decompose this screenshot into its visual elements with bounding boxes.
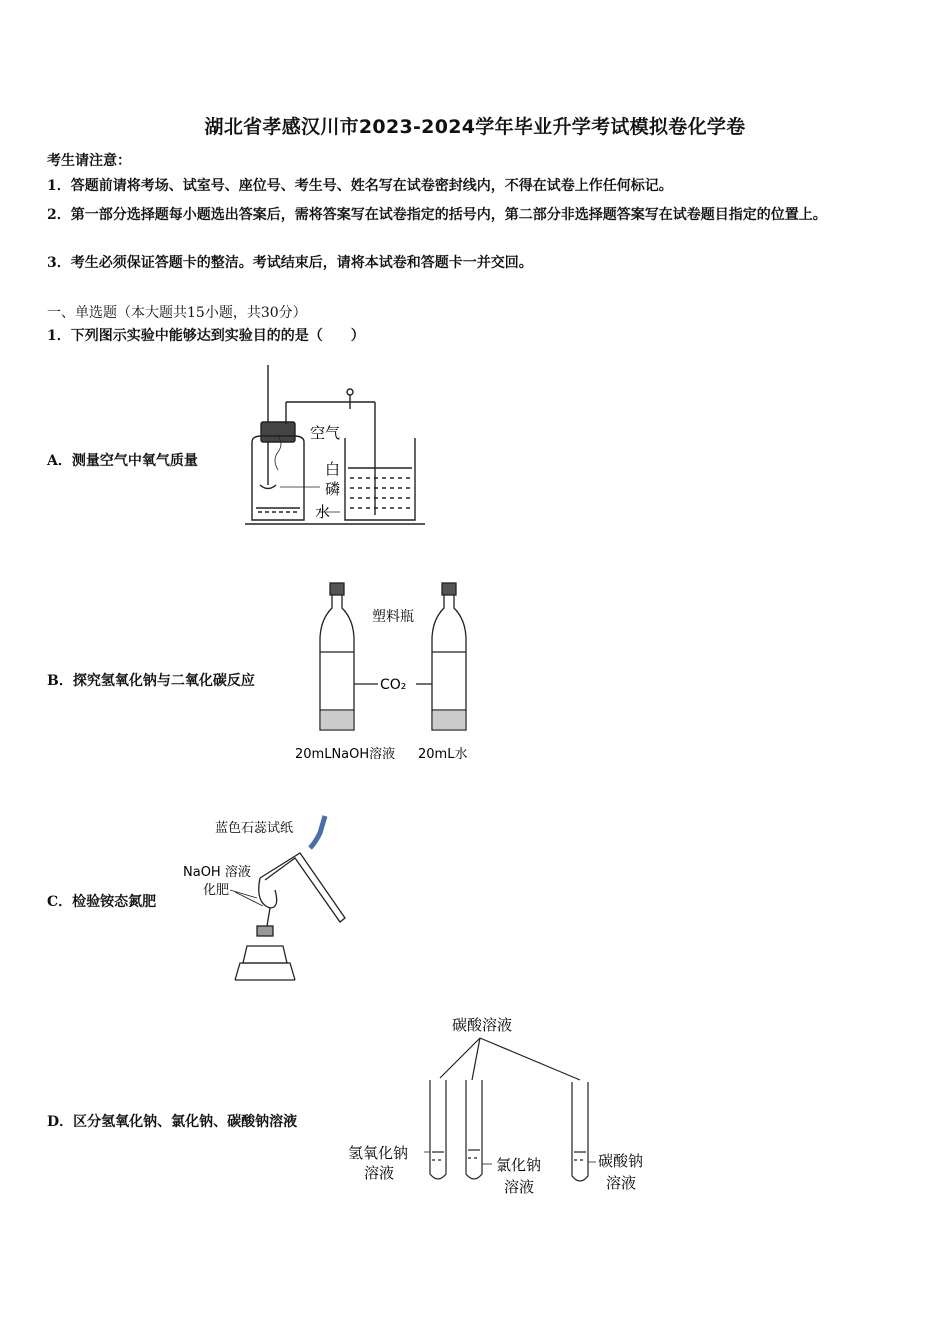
option-d-label: D．区分氢氧化钠、氯化钠、碳酸钠溶液 [47,1114,298,1130]
fig-d-t3a-text: 碳酸钠 [598,1152,644,1170]
fig-b-bottle-text: 塑料瓶 [372,609,414,625]
option-b-label: B．探究氢氧化钠与二氧化碳反应 [47,673,255,689]
figure-b-apparatus [290,580,490,765]
fig-c-naoh-text: NaOH 溶液 [183,865,251,880]
fig-b-naoh-text: 20mLNaOH溶液 [295,747,396,762]
fig-b-co2-text: CO₂ [380,677,407,693]
notice-item-2: 2．第一部分选择题每小题选出答案后，需将答案写在试卷指定的括号内，第二部分非选择题答案写在试卷题目指定的位置上。 [47,207,827,223]
fig-b-water-text: 20mL水 [418,747,468,762]
fig-d-t3b-text: 溶液 [606,1174,637,1192]
fig-a-air-text: 空气 [310,424,341,442]
notice-item-1: 1．答题前请将考场、试室号、座位号、考生号、姓名写在试卷密封线内，不得在试卷上作任何标记。 [47,178,673,194]
fig-d-t2a-text: 氯化钠 [496,1156,542,1174]
figure-c-apparatus [175,808,375,988]
fig-a-water-text: 水 [315,503,331,521]
notice-item-3: 3．考生必须保证答题卡的整洁。考试结束后，请将本试卷和答题卡一并交回。 [47,255,533,271]
fig-d-t2b-text: 溶液 [504,1178,535,1196]
section-heading: 一、单选题（本大题共15小题，共30分） [47,305,307,321]
figure-d-apparatus [340,1012,670,1202]
fig-d-acid-text: 碳酸溶液 [452,1016,513,1034]
fig-c-fert-text: 化肥 [203,883,230,898]
option-c-label: C．检验铵态氮肥 [47,894,157,910]
notice-heading: 考生请注意： [47,153,131,169]
page-title: 湖北省孝感汉川市2023-2024学年毕业升学考试模拟卷化学卷 [204,116,746,138]
fig-a-lin-text: 磷 [325,480,341,498]
fig-a-bai-text: 白 [325,460,341,478]
question-1: 1．下列图示实验中能够达到实验目的的是（ ） [47,328,365,344]
option-a-label: A．测量空气中氧气质量 [47,453,198,469]
fig-c-paper-text: 蓝色石蕊试纸 [215,821,294,836]
fig-d-t1b-text: 溶液 [364,1164,395,1182]
fig-d-t1a-text: 氢氧化钠 [348,1144,409,1162]
figure-a-apparatus [240,360,430,530]
